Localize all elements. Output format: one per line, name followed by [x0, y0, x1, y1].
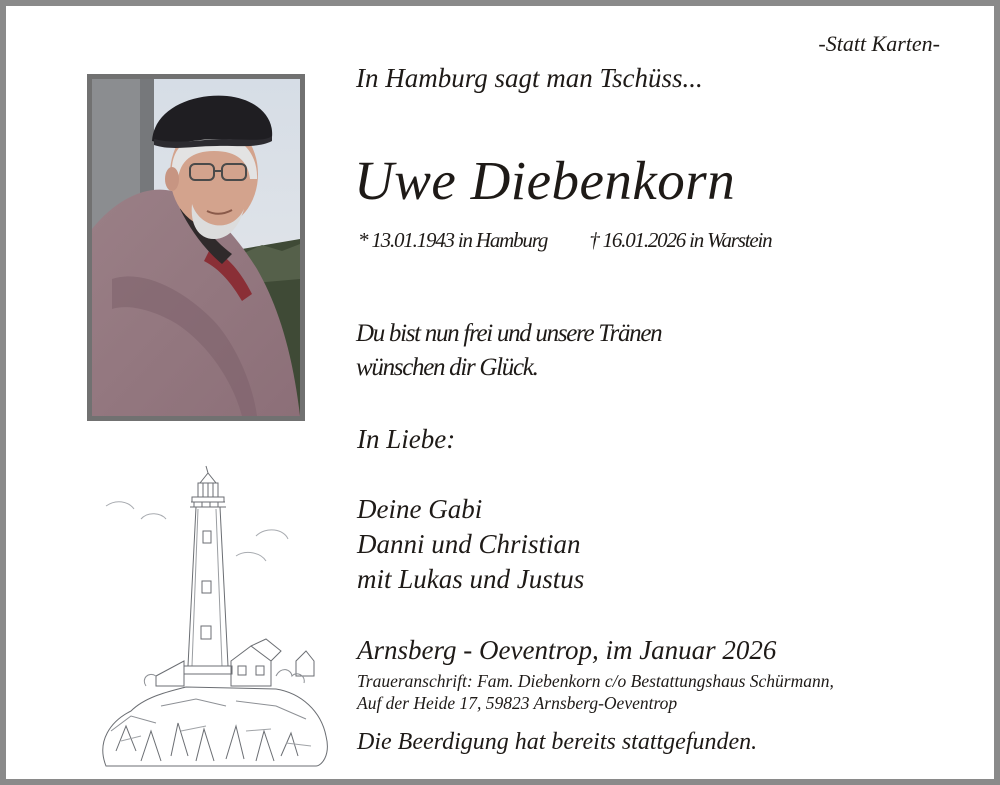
quote [356, 317, 661, 385]
portrait-photo [87, 74, 305, 421]
lighthouse-illustration [86, 461, 336, 771]
statt-karten-label: -Statt Karten- [818, 31, 940, 56]
quote-line: Du bist nun frei und unsere Tränen [356, 320, 662, 347]
life-dates [358, 228, 771, 253]
mourning-address [357, 670, 834, 714]
place-date: Arnsberg - Oeventrop, im Januar 2026 [357, 635, 777, 665]
death-date: † 16.01.2026 in Warstein [589, 228, 772, 252]
family-list [357, 492, 584, 597]
headline: In Hamburg sagt man Tschüss... [356, 63, 703, 93]
birth-date: * 13.01.1943 in Hamburg [358, 228, 548, 252]
love-intro: In Liebe: [357, 424, 456, 454]
family-line: Deine Gabi [357, 494, 483, 524]
family-line: mit Lukas und Justus [357, 564, 585, 594]
burial-note: Die Beerdigung hat bereits stattgefunden. [357, 729, 758, 755]
portrait-image [92, 79, 300, 416]
family-line: Danni und Christian [357, 529, 581, 559]
address-line: Auf der Heide 17, 59823 Arnsberg-Oeventrop [357, 693, 678, 713]
quote-line: wünschen dir Glück. [356, 354, 538, 381]
deceased-name: Uwe Diebenkorn [354, 150, 736, 211]
address-line: Traueranschrift: Fam. Diebenkorn c/o Bestattungshaus Schürmann, [357, 671, 834, 691]
